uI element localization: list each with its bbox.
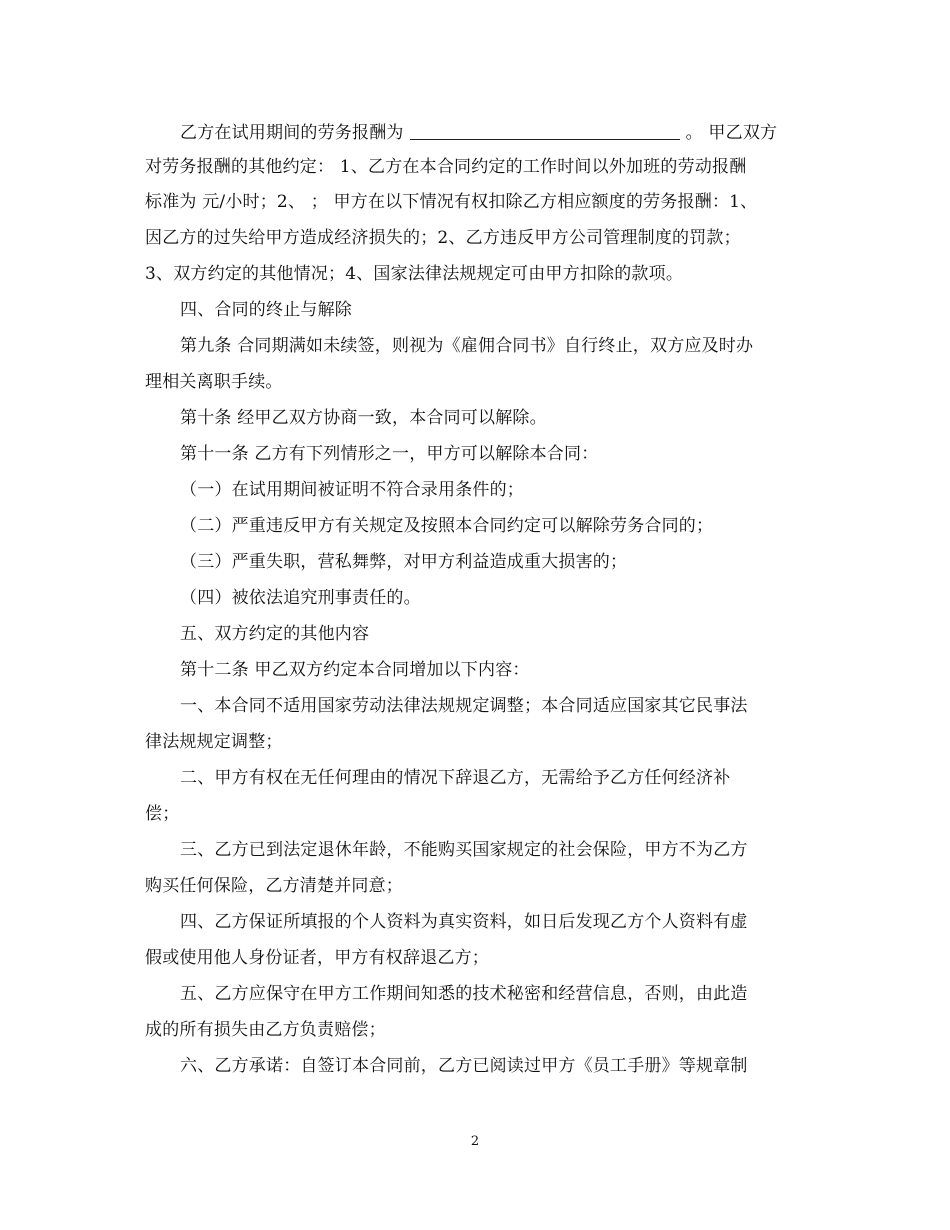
paragraph-line: 偿； [145, 804, 180, 824]
paragraph-line: 对劳务报酬的其他约定： 1、乙方在本合同约定的工作时间以外加班的劳动报酬 [145, 157, 747, 177]
compensation-line [180, 121, 777, 145]
paragraph-line: 购买任何保险，乙方清楚并同意； [145, 876, 403, 896]
clause-2: 二、甲方有权在无任何理由的情况下辞退乙方，无需给予乙方任何经济补 [180, 768, 731, 788]
clause-5: 五、乙方应保守在甲方工作期间知悉的技术秘密和经营信息，否则，由此造 [180, 984, 748, 1004]
clause-6: 六、乙方承诺：自签订本合同前，乙方已阅读过甲方《员工手册》等规章制 [180, 1056, 748, 1076]
section-heading: 五、双方约定的其他内容 [180, 624, 370, 644]
paragraph-line: 因乙方的过失给甲方造成经济损失的；2、乙方违反甲方公司管理制度的罚款； [145, 228, 741, 248]
section-heading: 四、合同的终止与解除 [180, 300, 352, 320]
page-number: 2 [470, 1134, 480, 1149]
paragraph-line: 成的所有损失由乙方负责赔偿； [145, 1020, 386, 1040]
paragraph-line: 3、双方约定的其他情况；4、国家法律法规规定可由甲方扣除的款项。 [145, 264, 684, 284]
compensation-text: 乙方在试用期间的劳务报酬为 [180, 123, 404, 143]
list-item: （三）严重失职，营私舞弊，对甲方利益造成重大损害的； [180, 552, 628, 572]
article-12: 第十二条 甲乙双方约定本合同增加以下内容： [180, 660, 530, 680]
list-item: （四）被依法追究刑事责任的。 [180, 588, 421, 608]
compensation-blank-field [410, 123, 680, 140]
list-item: （二）严重违反甲方有关规定及按照本合同约定可以解除劳务合同的； [180, 516, 714, 536]
article-11: 第十一条 乙方有下列情形之一，甲方可以解除本合同： [180, 444, 599, 464]
clause-3: 三、乙方已到法定退休年龄，不能购买国家规定的社会保险，甲方不为乙方 [180, 840, 748, 860]
clause-4: 四、乙方保证所填报的个人资料为真实资料，如日后发现乙方个人资料有虚 [180, 912, 748, 932]
article-9: 第九条 合同期满如未续签，则视为《雇佣合同书》自行终止，双方应及时办 [180, 336, 754, 356]
list-item: （一）在试用期间被证明不符合录用条件的； [180, 480, 524, 500]
compensation-text-end: 。 甲乙双方 [685, 123, 778, 143]
article-10: 第十条 经甲乙双方协商一致，本合同可以解除。 [180, 408, 547, 428]
paragraph-line: 假或使用他人身份证者，甲方有权辞退乙方； [145, 948, 489, 968]
paragraph-line: 律法规规定调整； [145, 732, 283, 752]
clause-1: 一、本合同不适用国家劳动法律法规规定调整；本合同适应国家其它民事法 [180, 696, 748, 716]
paragraph-line: 标准为 元/小时；2、 ； 甲方在以下情况有权扣除乙方相应额度的劳务报酬：1、 [145, 192, 758, 212]
paragraph-line: 理相关离职手续。 [145, 372, 283, 392]
